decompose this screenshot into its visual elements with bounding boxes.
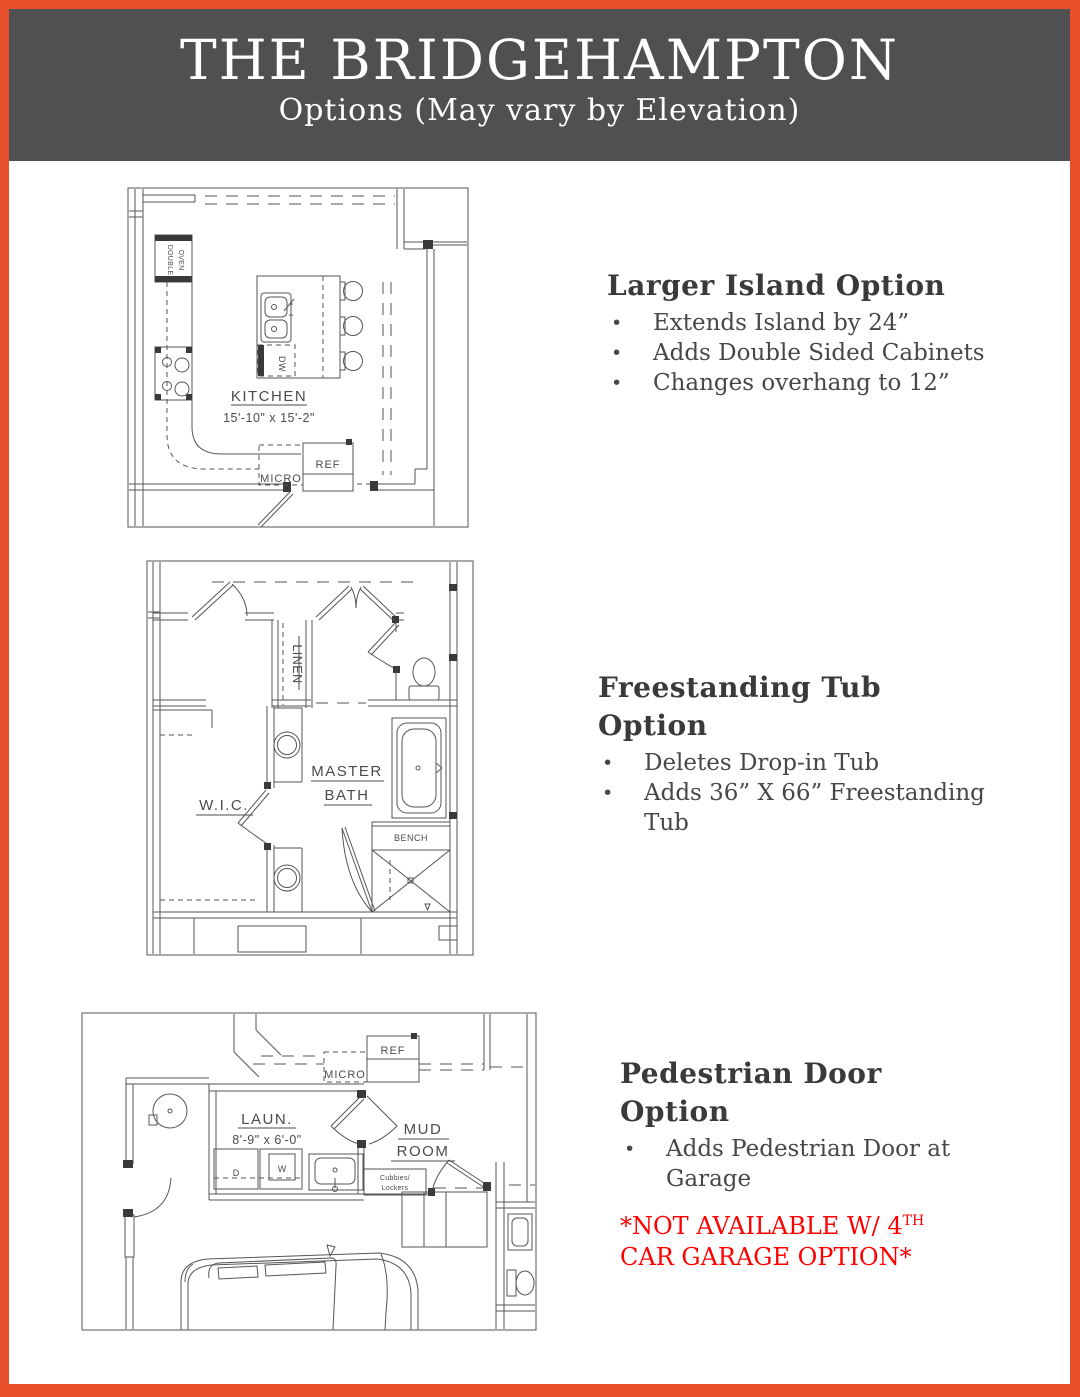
- freestanding-tub-heading: Freestanding Tub Option: [598, 671, 882, 742]
- bullet-item: [598, 778, 990, 838]
- microwave-label: MICRO: [260, 473, 302, 485]
- double-oven-label-1: DOUBLE: [166, 244, 173, 276]
- refrigerator: [303, 439, 353, 491]
- bullet-dot: •: [602, 782, 614, 804]
- toilet: [409, 658, 439, 700]
- dryer: [214, 1149, 258, 1189]
- pedestrian-door-heading: Pedestrian Door Option: [620, 1057, 882, 1128]
- bullet-text: Adds Double Sided Cabinets: [653, 340, 985, 366]
- bullet-dot: •: [624, 1138, 636, 1160]
- bullet-item: [620, 1134, 980, 1194]
- bullet-text: Extends Island by 24”: [653, 310, 910, 336]
- freestanding-tub: [392, 718, 446, 818]
- pedestrian-door-option-block: [620, 1055, 980, 1273]
- bullet-dot: •: [611, 312, 623, 334]
- page-subtitle: Options (May vary by Elevation): [278, 93, 801, 128]
- mud-room-label-2: ROOM: [396, 1143, 450, 1160]
- vanity-sinks: [274, 732, 300, 891]
- kitchen-floorplan: [127, 187, 469, 528]
- washer: [260, 1149, 302, 1189]
- kitchen-room-label: KITCHEN: [230, 388, 308, 405]
- master-bath-label-2: BATH: [324, 787, 370, 804]
- car: [181, 1245, 418, 1330]
- warning-superscript: TH: [902, 1213, 925, 1229]
- water-heater: [149, 1094, 187, 1128]
- cubbies-lockers: [364, 1169, 426, 1195]
- warning-text: *NOT AVAILABLE W/ 4: [620, 1212, 903, 1240]
- laundry-label: LAUN.: [241, 1111, 293, 1128]
- laundry-dimensions-label: 8'-9" x 6'-0": [232, 1133, 302, 1147]
- bullet-text: Adds Pedestrian Door at Garage: [666, 1136, 951, 1192]
- island-stools: [340, 282, 363, 371]
- bullet-item: [598, 748, 990, 778]
- cooktop-range: [155, 347, 192, 400]
- mud-room-label-1: MUD: [403, 1121, 443, 1138]
- master-bath-label-1: MASTER: [311, 763, 383, 780]
- fridge-label: REF: [315, 459, 341, 471]
- kitchen-dimensions-label: 15'-10" x 15'-2": [223, 411, 315, 425]
- dishwasher: [258, 345, 295, 376]
- island-sink: [261, 293, 294, 342]
- page-title: THE BRIDGEHAMPTON: [180, 28, 899, 92]
- double-oven-label-2: OVEN: [177, 249, 184, 271]
- bullet-item: [607, 338, 987, 368]
- powder-room: [507, 1214, 534, 1296]
- dryer-label: D: [232, 1168, 240, 1178]
- mud-room-floorplan: [81, 1012, 537, 1331]
- bullet-text: Deletes Drop-in Tub: [644, 750, 880, 776]
- bullet-text: Changes overhang to 12”: [653, 370, 950, 396]
- bullet-item: [607, 368, 987, 398]
- bullet-dot: •: [611, 342, 623, 364]
- larger-island-option-block: [607, 267, 987, 398]
- larger-island-heading: Larger Island Option: [607, 269, 946, 302]
- double-oven: [155, 235, 192, 282]
- washer-label: W: [277, 1164, 287, 1174]
- wic-label: W.I.C.: [199, 797, 249, 814]
- bullet-dot: •: [611, 372, 623, 394]
- dishwasher-label: DW: [277, 356, 287, 372]
- shower: [342, 822, 450, 912]
- header-banner: [9, 9, 1070, 161]
- microwave-cabinet: [324, 1052, 367, 1082]
- toilet: [507, 1270, 534, 1296]
- refrigerator: [367, 1033, 419, 1082]
- not-available-warning: [620, 1206, 980, 1273]
- warning-text: CAR GARAGE OPTION*: [620, 1243, 912, 1271]
- bullet-item: [607, 308, 987, 338]
- bullet-dot: •: [602, 752, 614, 774]
- bench-label: BENCH: [393, 833, 429, 843]
- mud-microwave-label: MICRO: [324, 1069, 366, 1081]
- master-bath-floorplan: [146, 560, 474, 956]
- laundry-sink: [309, 1154, 363, 1192]
- kitchen-island: [257, 276, 363, 378]
- cubbies-label-2: Lockers: [381, 1185, 409, 1192]
- bullet-text: Adds 36” X 66” Freestanding Tub: [644, 780, 985, 836]
- microwave-cabinet: [259, 445, 303, 485]
- cubbies-label-1: Cubbies/: [379, 1175, 411, 1182]
- mud-fridge-label: REF: [380, 1045, 406, 1057]
- freestanding-tub-option-block: [598, 669, 990, 838]
- linen-closet-label: LINEN: [290, 644, 304, 684]
